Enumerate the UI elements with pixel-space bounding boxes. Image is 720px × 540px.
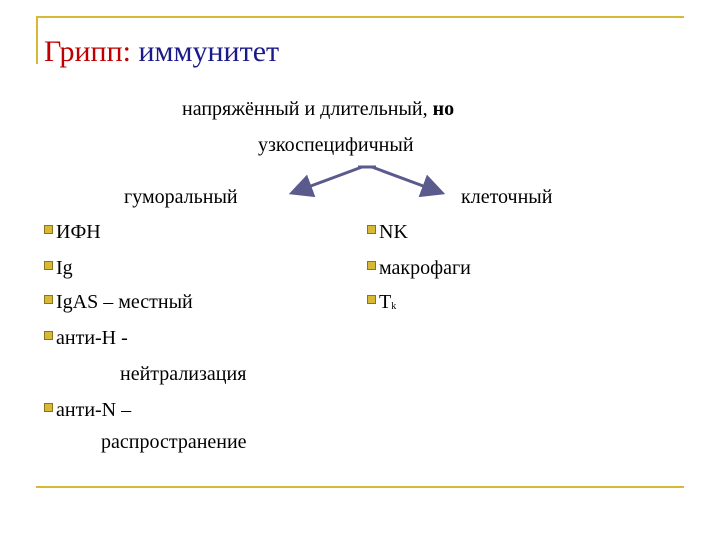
left-arrow [300,167,362,190]
left-border-line [36,16,38,64]
t-subscript: k [391,301,397,312]
subtitle-text: напряжённый и длительный, [182,98,428,120]
list-item-ig: Ig [44,256,73,280]
column-heading-cellular: клеточный [461,186,553,208]
list-item-anti-n-continuation: распространение [101,431,247,453]
list-item-macrophages: макрофаги [367,256,471,280]
bullet-square-icon [367,261,376,270]
bullet-square-icon [44,225,53,234]
bullet-square-icon [44,403,53,412]
list-item-anti-n: анти-N – [44,398,131,422]
slide-title [44,34,279,70]
subtitle-line1 [182,97,454,121]
column-heading-humoral: гуморальный [124,186,238,208]
bullet-square-icon [44,261,53,270]
bottom-border-line [36,486,684,488]
list-item-t-killers: $T_k$ [367,290,396,319]
title-part-flu: Грипп: [44,35,131,68]
list-item-anti-h-continuation: нейтрализация [120,363,247,385]
list-item-ifn: ИФН [44,220,101,244]
list-item-igas: IgAS – местный [44,290,193,314]
bullet-square-icon [44,295,53,304]
subtitle-line2: узкоспецифичный [258,134,414,156]
list-item-nk: NK [367,220,408,244]
right-arrow [372,167,434,190]
bullet-square-icon [44,331,53,340]
bullet-square-icon [367,225,376,234]
top-border-line [36,16,684,18]
title-part-immunity: иммунитет [138,35,280,68]
bullet-square-icon [367,295,376,304]
branch-arrows-icon [288,162,448,202]
subtitle-bold-word: но [432,98,455,120]
list-item-anti-h: анти-Н - [44,326,128,350]
